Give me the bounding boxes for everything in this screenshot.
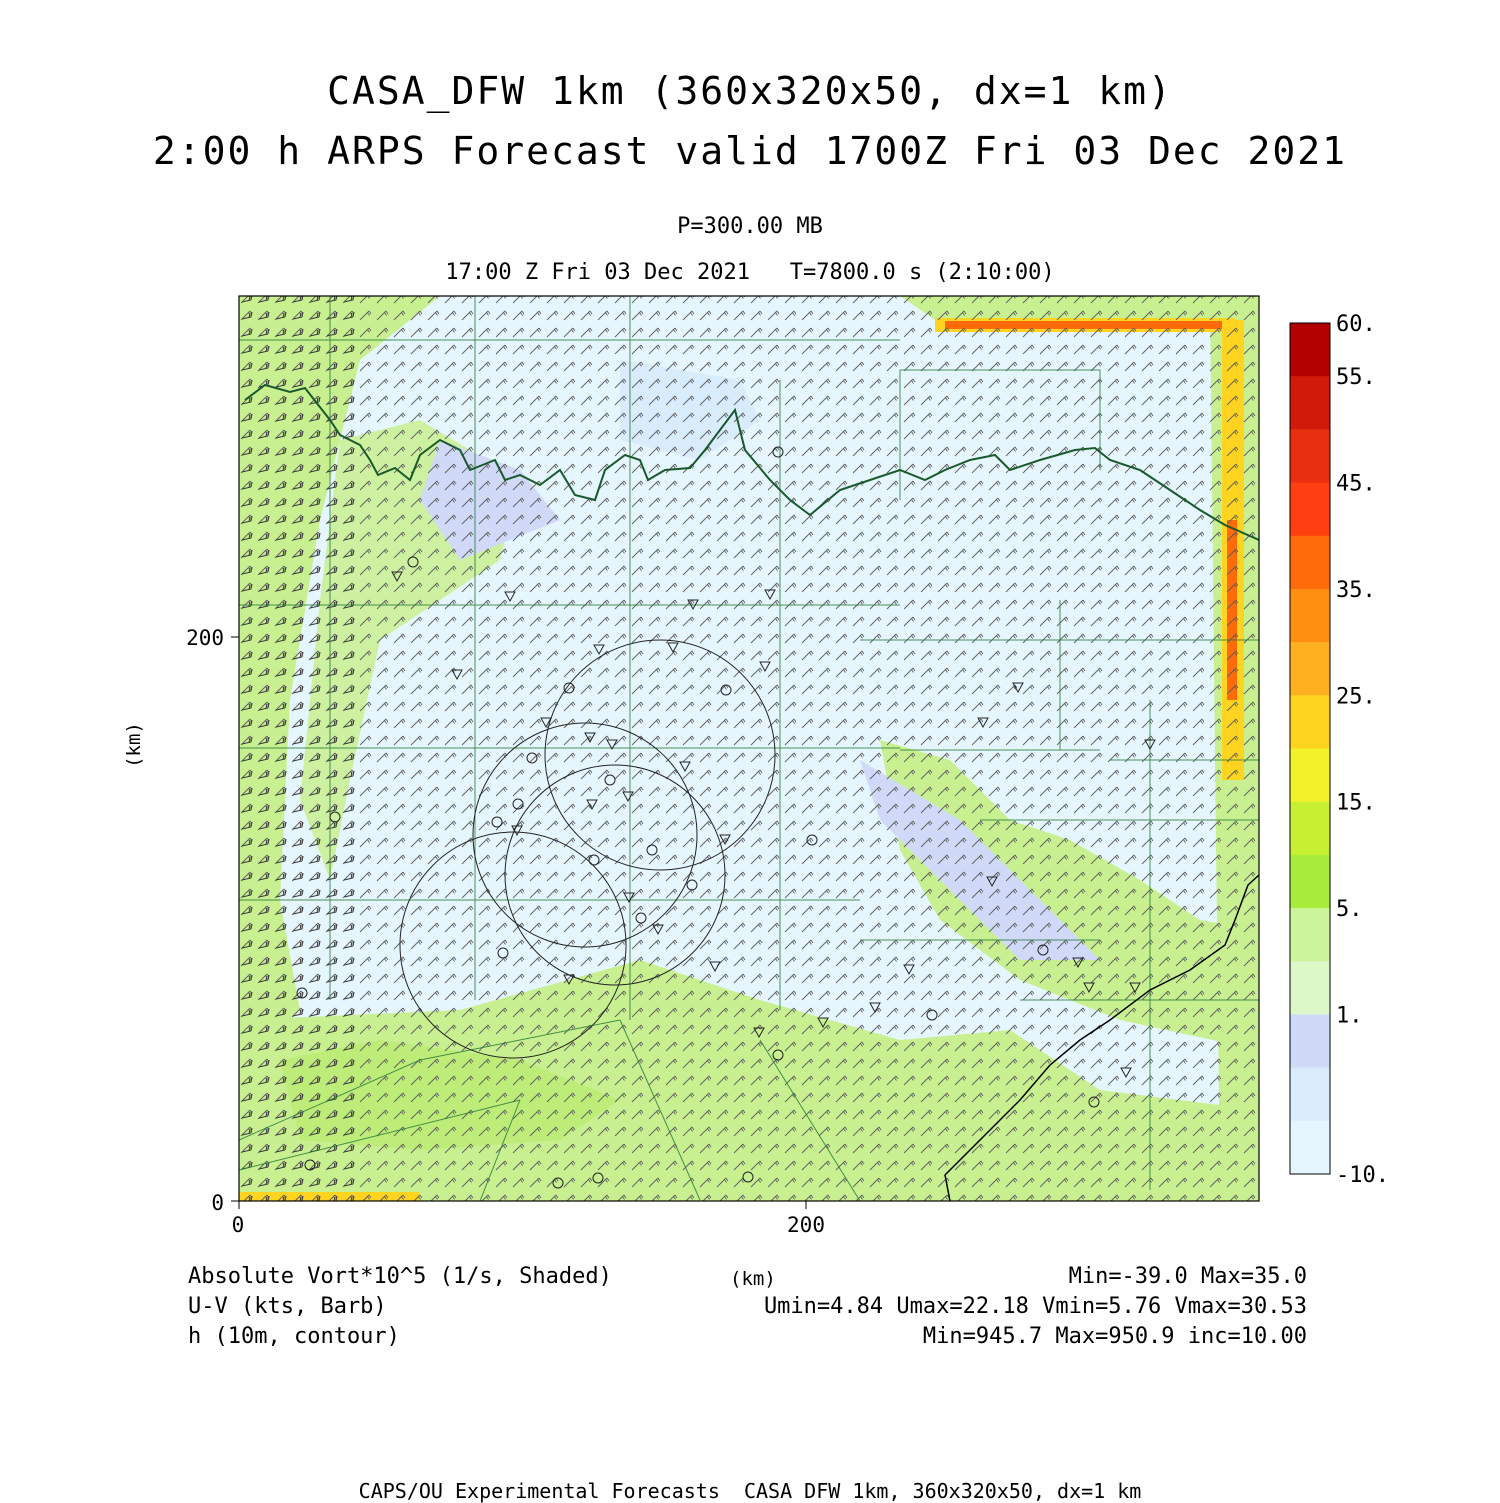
legend-stats-2: Umin=4.84 Umax=22.18 Vmin=5.76 Vmax=30.53	[763, 1294, 1307, 1319]
y-axis-label: (km)	[123, 722, 145, 768]
colorbar-swatch	[1290, 1014, 1330, 1068]
map-plot-area	[239, 296, 1259, 1201]
title-line-1: CASA_DFW 1km (360x320x50, dx=1 km)	[327, 69, 1173, 113]
colorbar-swatch	[1290, 961, 1330, 1015]
colorbar-label: 1.	[1336, 1003, 1363, 1029]
colorbar-label: 45.	[1336, 471, 1376, 497]
y-tick-0: 0	[211, 1191, 224, 1215]
colorbar-label: -10.	[1336, 1163, 1389, 1188]
colorbar-label: 5.	[1336, 897, 1363, 923]
colorbar-swatch	[1290, 1121, 1330, 1175]
colorbar-label: 15.	[1336, 790, 1376, 816]
colorbar-swatch	[1290, 749, 1330, 803]
x-axis-label: (km)	[730, 1268, 776, 1290]
y-tick-200: 200	[186, 626, 224, 650]
colorbar-swatch	[1290, 589, 1330, 643]
colorbar-swatch	[1290, 695, 1330, 749]
colorbar-label: 60.	[1336, 312, 1376, 337]
title-line-2: 2:00 h ARPS Forecast valid 1700Z Fri 03 Dec 2021	[152, 129, 1348, 173]
legend-field-3: h (10m, contour)	[188, 1324, 400, 1349]
colorbar	[1290, 312, 1389, 1188]
colorbar-swatch	[1290, 376, 1330, 430]
colorbar-swatch	[1290, 429, 1330, 483]
footer-credit: CAPS/OU Experimental Forecasts CASA DFW 1km, 360x320x50, dx=1 km	[358, 1479, 1142, 1503]
colorbar-swatch	[1290, 1068, 1330, 1122]
colorbar-swatch	[1290, 908, 1330, 962]
legend-field-1: Absolute Vort*10^5 (1/s, Shaded)	[188, 1264, 612, 1289]
colorbar-swatch	[1290, 483, 1330, 537]
pressure-level: P=300.00 MB	[677, 214, 823, 239]
legend-field-2: U-V (kts, Barb)	[188, 1294, 387, 1319]
colorbar-swatch	[1290, 536, 1330, 590]
x-tick-200: 200	[787, 1213, 825, 1237]
legend-stats-1: Min=-39.0 Max=35.0	[1068, 1264, 1307, 1289]
x-tick-0: 0	[231, 1213, 245, 1237]
colorbar-swatch	[1290, 323, 1330, 377]
colorbar-label: 25.	[1336, 684, 1376, 710]
colorbar-label: 35.	[1336, 577, 1376, 603]
legend-stats-3: Min=945.7 Max=950.9 inc=10.00	[922, 1324, 1307, 1349]
colorbar-swatch	[1290, 802, 1330, 856]
valid-time: 17:00 Z Fri 03 Dec 2021 T=7800.0 s (2:10:00)	[445, 260, 1055, 285]
colorbar-swatch	[1290, 855, 1330, 909]
colorbar-label: 55.	[1336, 365, 1376, 391]
colorbar-swatch	[1290, 642, 1330, 696]
